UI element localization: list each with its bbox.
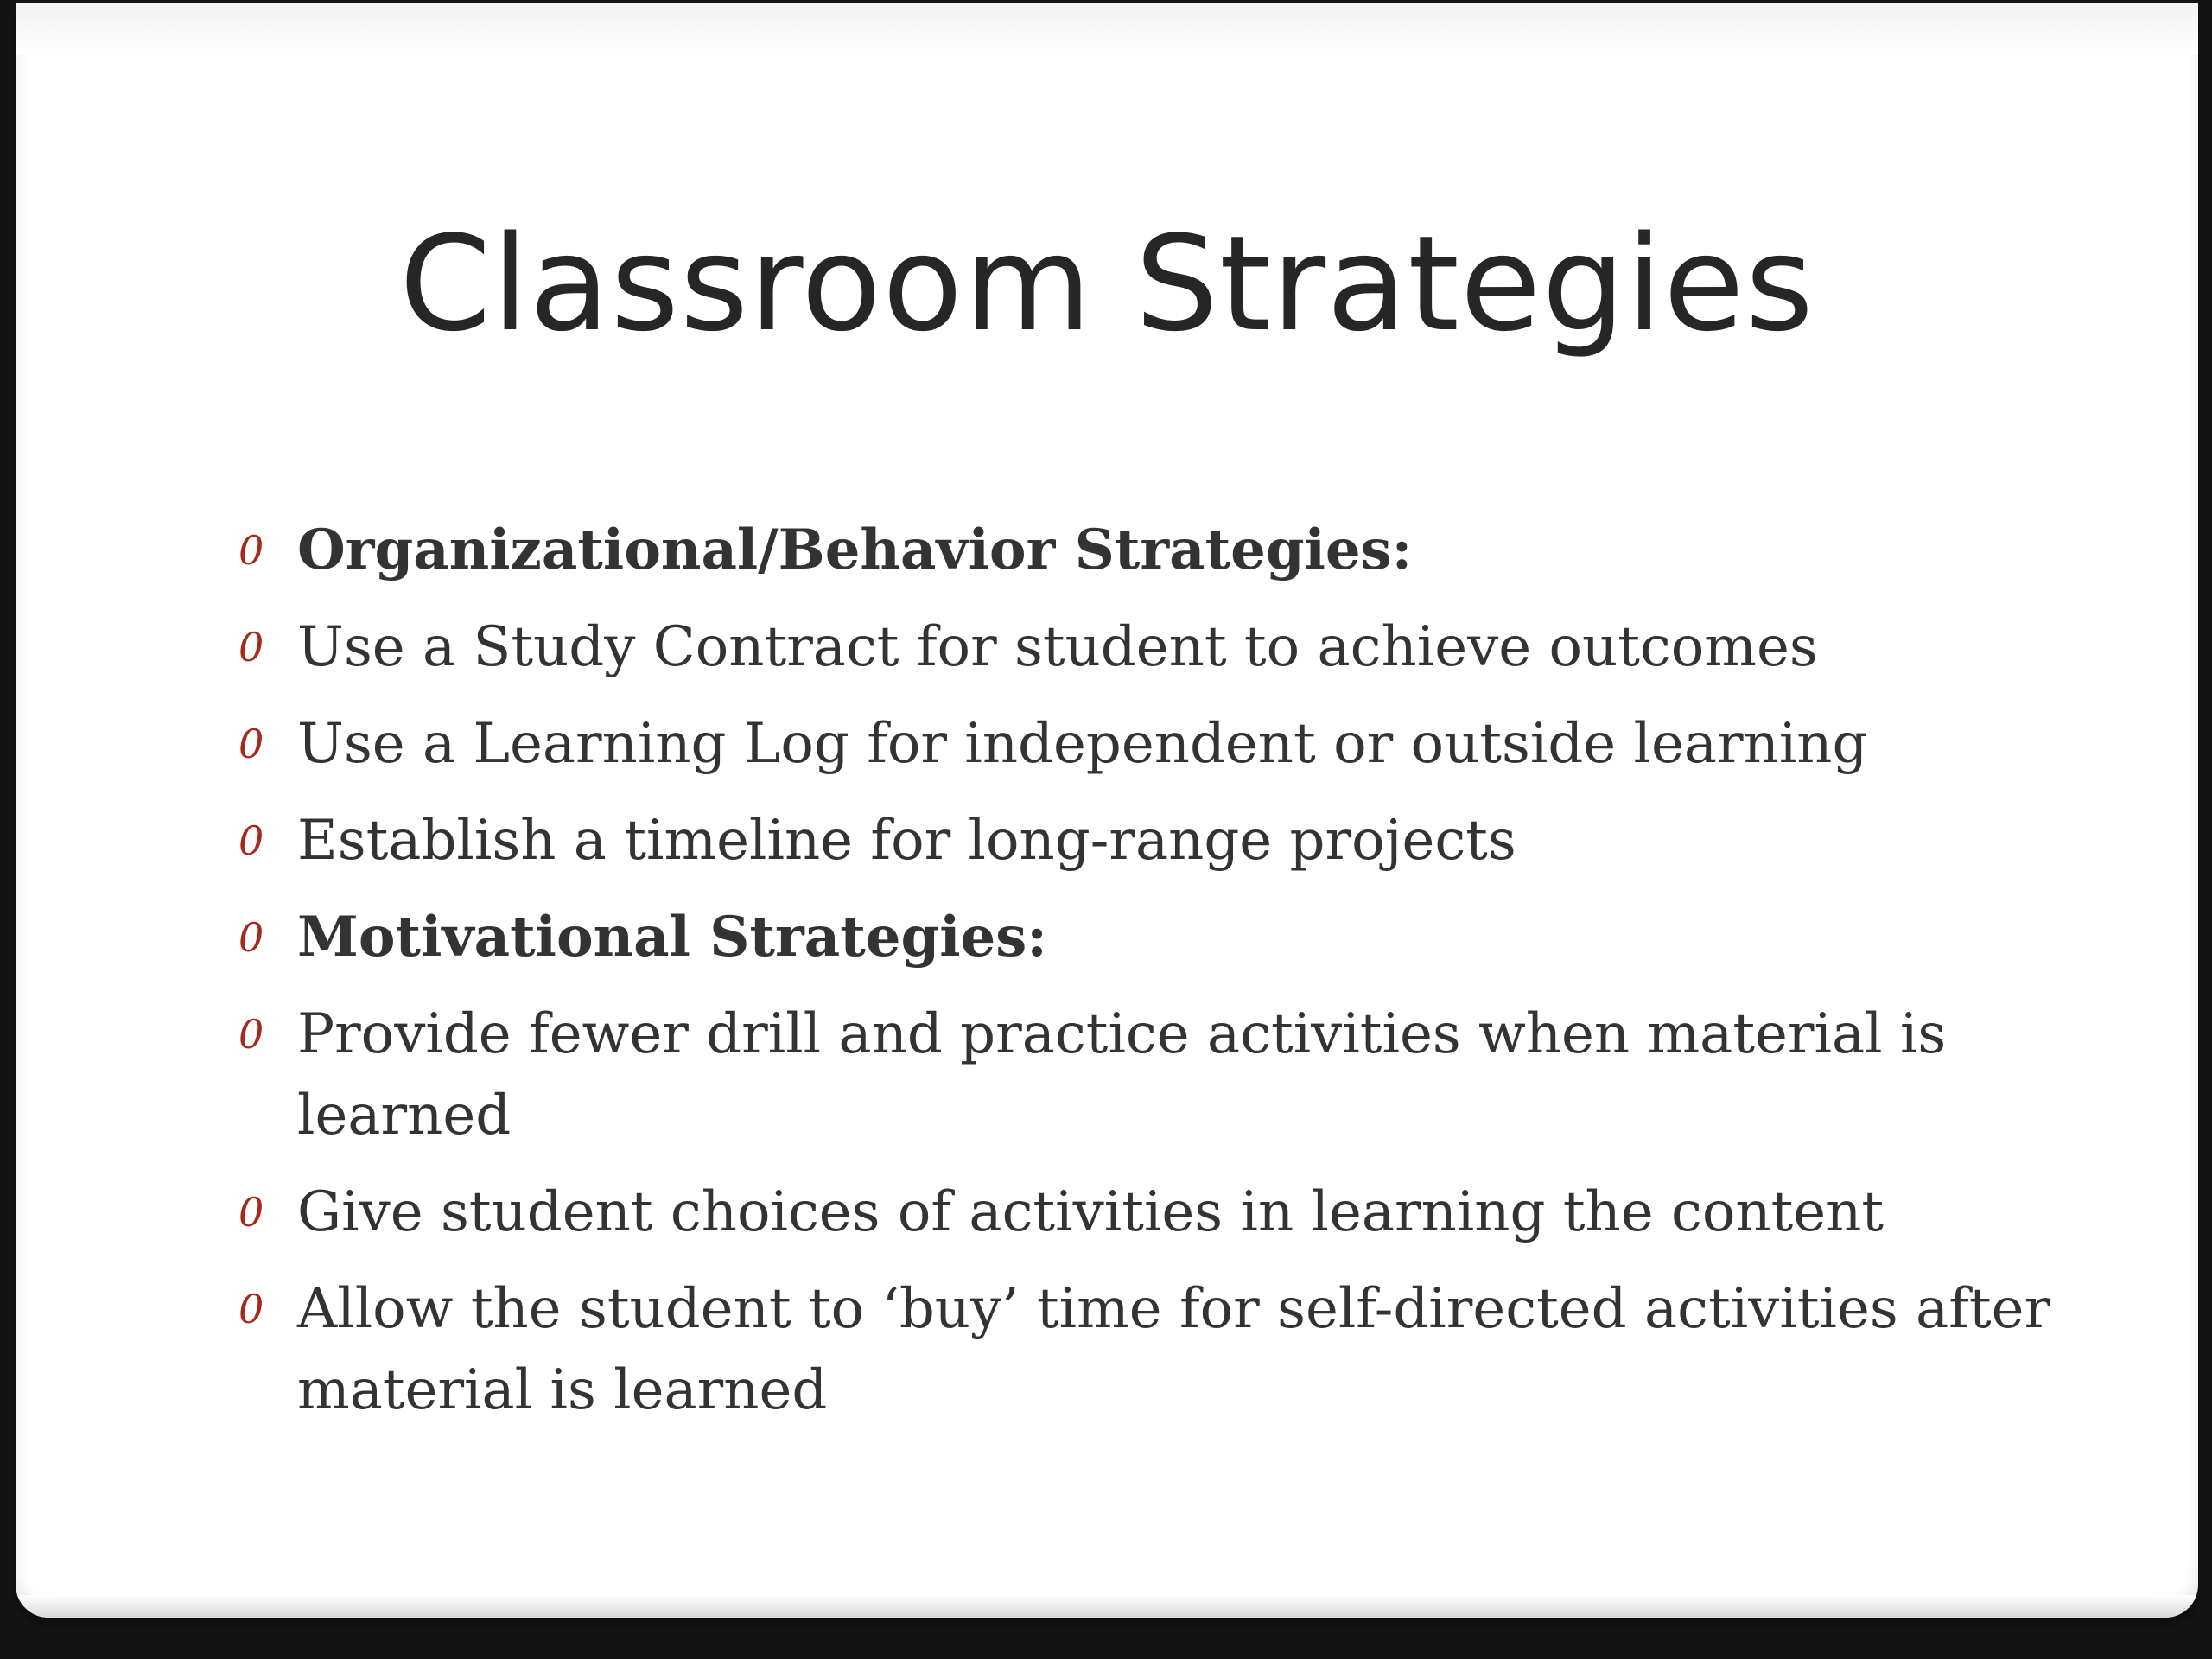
bullet-icon: 0 [238,817,264,864]
bullet-icon: 0 [238,624,264,671]
bullet-icon: 0 [238,1189,264,1236]
bullet-text: Allow the student to ‘buy’ time for self-directed activities after material is learned [297,1277,2051,1422]
bullet-item [225,1172,2082,1253]
slide-bottom-edge [16,1595,2198,1618]
bullet-text: Give student choices of activities in learning the content [297,1180,1885,1244]
bullet-list [225,510,2082,1446]
bullet-text: Establish a timeline for long-range projects [297,809,1516,873]
bullet-item [225,1268,2082,1431]
bullet-item [225,800,2082,881]
slide-title: Classroom Strategies [399,207,1815,360]
bullet-icon: 0 [238,1011,264,1058]
bullet-text: Organizational/Behavior Strategies: [297,518,1413,582]
bullet-item [225,994,2082,1156]
bullet-icon: 0 [238,914,264,961]
bullet-text: Use a Learning Log for independent or outside learning [297,712,1868,776]
bullet-icon: 0 [238,721,264,767]
bullet-text: Use a Study Contract for student to achieve outcomes [297,615,1818,679]
bullet-item [225,897,2082,978]
slide [16,3,2198,1618]
bullet-icon: 0 [238,1286,264,1332]
bullet-item [225,510,2082,591]
bullet-text: Provide fewer drill and practice activities when material is learned [297,1002,1947,1147]
bullet-icon: 0 [238,527,264,574]
bullet-text: Motivational Strategies: [297,905,1047,969]
bullet-item [225,703,2082,785]
bullet-item [225,607,2082,688]
